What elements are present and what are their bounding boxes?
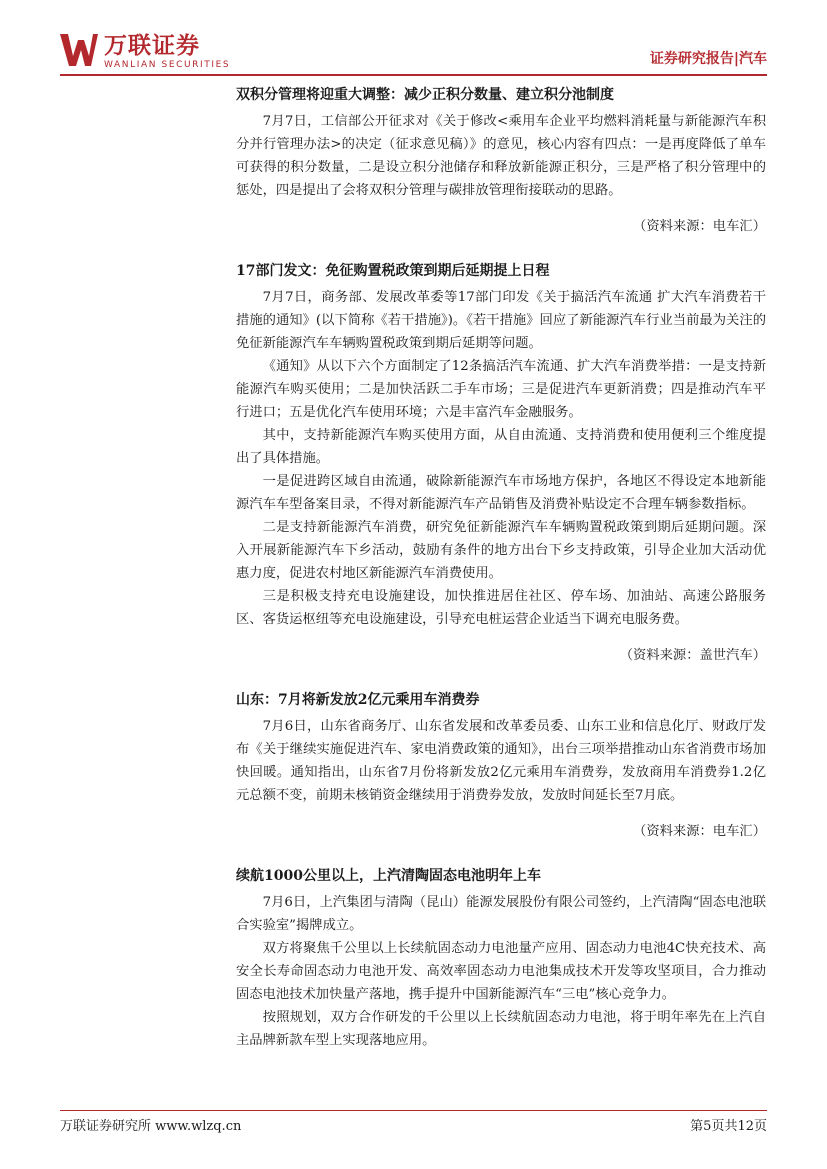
paragraph: 《通知》从以下六个方面制定了12条搞活汽车流通、扩大汽车消费举措：一是支持新能源汽车购买使用；二是加快活跃二手车市场；三是促进汽车更新消费；四是推动汽车平行进口；五是优化汽车使用环境；六是丰富汽车金融服务。 bbox=[236, 359, 766, 420]
paragraph: 7月7日，商务部、发展改革委等17部门印发《关于搞活汽车流通 扩大汽车消费若干措施的通知》(以下简称《若干措施》)。《若干措施》回应了新能源汽车行业当前最为关注的免征新能源汽车车辆购置税政策到期后延期等问题。 bbox=[236, 290, 766, 351]
news-section-saic-solid-state bbox=[236, 865, 766, 1052]
section-title: 续航1000公里以上，上汽清陶固态电池明年上车 bbox=[236, 868, 541, 884]
source-note: （资料来源：电车汇） bbox=[633, 824, 766, 839]
paragraph: 双方将聚焦千公里以上长续航固态动力电池量产应用、固态动力电池4C快充技术、高安全长寿命固态动力电池开发、高效率固态动力电池集成技术开发等攻坚项目，合力推动固态电池技术加快量产落地，携手提升中国新能源汽车“三电”核心竞争力。 bbox=[236, 941, 766, 1002]
logo-english-name: WANLIAN SECURITIES bbox=[104, 60, 231, 70]
header-divider bbox=[60, 74, 767, 76]
paragraph: 7月6日，山东省商务厅、山东省发展和改革委员委、山东工业和信息化厅、财政厅发布《关于继续实施促进汽车、家电消费政策的通知》，出台三项举措推动山东省消费市场加快回暖。通知指出，山东省7月份将新发放2亿元乘用车消费券，发放商用车消费券1.2亿元总额不变，前期未核销资金继续用于消费券发放，发放时间延长至7月底。 bbox=[236, 719, 766, 803]
paragraph: 按照规划，双方合作研发的千公里以上长续航固态动力电池，将于明年率先在上汽自主品牌新款车型上实现落地应用。 bbox=[236, 1010, 766, 1048]
paragraph: 二是支持新能源汽车消费，研究免征新能源汽车车辆购置税政策到期后延期问题。深入开展新能源汽车下乡活动，鼓励有条件的地方出台下乡支持政策，引导企业加大活动优惠力度，促进农村地区新能源汽车消费使用。 bbox=[236, 520, 766, 581]
news-section-17-departments bbox=[236, 260, 766, 667]
section-title: 山东：7月将新发放2亿元乘用车消费券 bbox=[236, 692, 480, 708]
report-category-label: 证券研究报告|汽车 bbox=[649, 51, 767, 67]
news-section-shandong bbox=[236, 689, 766, 843]
paragraph: 7月6日，上汽集团与清陶（昆山）能源发展股份有限公司签约，上汽清陶“固态电池联合实验室”揭牌成立。 bbox=[236, 895, 766, 933]
paragraph: 其中，支持新能源汽车购买使用方面，从自由流通、支持消费和使用便利三个维度提出了具体措施。 bbox=[236, 428, 766, 466]
report-body bbox=[236, 84, 766, 1052]
wanlian-logo-icon bbox=[60, 34, 98, 66]
paragraph: 三是积极支持充电设施建设，加快推进居住社区、停车场、加油站、高速公路服务区、客货运枢纽等充电设施建设，引导充电桩运营企业适当下调充电服务费。 bbox=[236, 589, 766, 627]
footer-divider bbox=[60, 1110, 767, 1111]
source-note: （资料来源：电车汇） bbox=[633, 219, 766, 234]
paragraph: 一是促进跨区域自由流通，破除新能源汽车市场地方保护，各地区不得设定本地新能源汽车车型备案目录，不得对新能源汽车产品销售及消费补贴设定不合理车辆参数指标。 bbox=[236, 474, 766, 512]
footer-institute: 万联证券研究所 www.wlzq.cn bbox=[60, 1119, 242, 1134]
page-header bbox=[0, 0, 827, 80]
paragraph: 7月7日，工信部公开征求对《关于修改<乘用车企业平均燃料消耗量与新能源汽车积分并行管理办法>的决定（征求意见稿）》的意见，核心内容有四点：一是再度降低了单车可获得的积分数量，二是设立积分池储存和释放新能源正积分，三是严格了积分管理中的惩处，四是提出了会将双积分管理与碳排放管理衔接联动的思路。 bbox=[236, 114, 766, 198]
page-number: 第5页共12页 bbox=[690, 1119, 767, 1134]
news-section-dual-credit bbox=[236, 84, 766, 238]
section-title: 17部门发文：免征购置税政策到期后延期提上日程 bbox=[236, 263, 550, 279]
logo-chinese-name: 万联证券 bbox=[104, 33, 200, 59]
source-note: （资料来源：盖世汽车） bbox=[619, 648, 766, 663]
section-title: 双积分管理将迎重大调整：减少正积分数量、建立积分池制度 bbox=[236, 87, 614, 103]
